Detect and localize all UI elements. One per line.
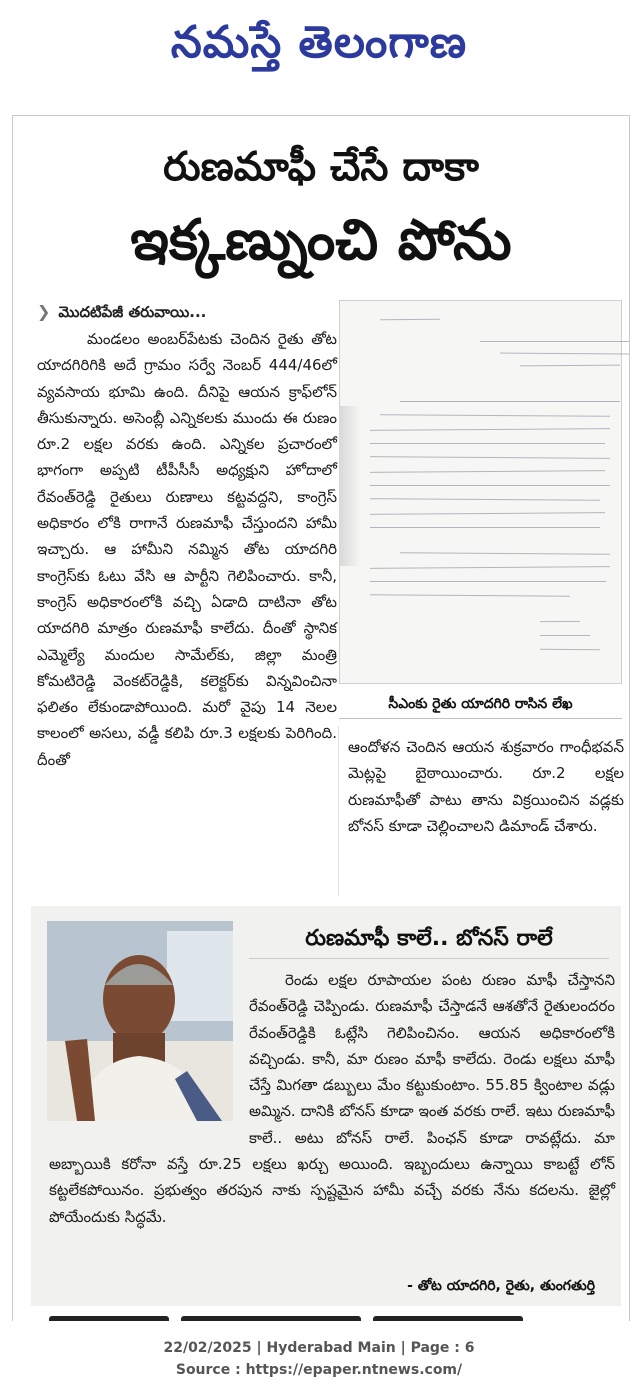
handwriting-stroke <box>370 566 610 569</box>
handwriting-stroke <box>400 552 610 554</box>
handwriting-stroke <box>540 649 600 650</box>
sidebar-heading-rule <box>249 958 609 959</box>
column-divider <box>338 726 339 896</box>
news-clipping <box>12 115 630 1321</box>
sidebar-heading: రుణమాఫీ కాలే.. బోనస్ రాలే <box>305 926 553 951</box>
sidebar-quote-body <box>49 967 615 1230</box>
handwriting-stroke <box>370 512 605 515</box>
handwriting-stroke <box>370 485 610 486</box>
article-right-column: ఆందోళన చెందిన ఆయన శుక్రవారం గాంధీభవన్ మెట్లపై బైఠాయించారు. రూ.2 లక్షల రుణమాఫీతో పాటు తాను విక్రయించిన వడ్లకు బోనస్ కూడా చెల్లించాలని డిమాండ్ చేశారు. <box>348 738 624 835</box>
handwritten-letter-photo <box>339 300 622 684</box>
handwriting-stroke <box>540 621 580 622</box>
handwriting-stroke <box>370 581 606 582</box>
quote-attribution: - తోట యాదగిరి, రైతు, తుంగతుర్తి <box>407 1278 595 1294</box>
handwriting-stroke <box>370 470 605 473</box>
cropped-next-headline <box>49 1312 609 1321</box>
edition-info: 22/02/2025 | Hyderabad Main | Page : 6 <box>163 1340 475 1356</box>
photo-hand-shadow <box>339 406 361 566</box>
handwriting-stroke <box>540 635 590 636</box>
source-link[interactable]: Source : https://epaper.ntnews.com/ <box>175 1362 463 1378</box>
continuation-kicker <box>37 302 206 325</box>
handwriting-stroke <box>370 443 605 444</box>
kicker-text: మొదటిపేజీ తరువాయి... <box>58 303 207 321</box>
handwriting-stroke <box>370 594 570 596</box>
caption-divider <box>339 718 622 719</box>
handwriting-stroke <box>370 456 610 459</box>
handwriting-stroke <box>380 414 610 417</box>
handwriting-stroke <box>500 353 630 355</box>
sidebar-quote-text: రెండు లక్షల రూపాయల పంట రుణం మాఫీ చేస్తానని రేవంత్‌రెడ్డి చెప్పిండు. రుణమాఫీ చేస్తాడనే ఆశతోనే రైతులందరం రేవంత్‌రెడ్డికి ఓట్లేసి గెలిపించినం. ఆయన అధికారంలోకి వచ్చిండు. కానీ, మా రుణం మాఫీ కాలేదు. రెండు లక్షలు మాఫీ చేస్తే మిగతా డబ్బులు మేం కట్టుకుంటాం. 55.85 క్వింటాల వడ్లు అమ్మిన. దానికి బోనస్ కూడా ఇంత వరకు రాలే. ఇటు రుణమాఫీ కాలే.. అటు బోనస్ రాలే. పింఛన్ కూడా రావట్లేదు. మా అబ్బాయికి కరోనా వస్తే రూ.25 లక్షలు ఖర్చు అయింది. ఇబ్బందులు ఉన్నాయి కాబట్టే లోన్ కట్టలేకపోయినం. ప్రభుత్వం తరపున నాకు స్పష్టమైన హామీ వచ్చే వరకు నేను కదలను. జైల్లో పోయేందుకు సిద్ధమే. <box>49 971 615 1226</box>
newspaper-masthead: నమస్తే తెలంగాణ <box>170 17 468 68</box>
handwriting-stroke <box>370 498 600 501</box>
handwriting-stroke <box>520 365 620 367</box>
handwriting-stroke <box>400 401 620 402</box>
photo-caption: సీఎంకు రైతు యాదగిరి రాసిన లేఖ <box>388 696 573 712</box>
handwriting-stroke <box>480 341 630 342</box>
handwriting-stroke <box>370 527 600 528</box>
article-left-column: మండలం అంబర్‌పేటకు చెందిన రైతు తోట యాదగిరిగికి అదే గ్రామం సర్వే నెంబర్ 444/46లో వ్యవసాయ భూమి ఉంది. దీనిపై ఆయన క్రాఫ్‌లోన్ తీసుకున్నారు. అసెంబ్లీ ఎన్నికలకు ముందు ఈ రుణం రూ.2 లక్షల వరకు ఉంది. ఎన్నికల ప్రచారంలో భాగంగా అప్పటి టీపీసీసీ అధ్యక్షుని హోదాలో రేవంత్‌రెడ్డి రైతులు రుణాలు కట్టవద్దని, కాంగ్రెస్ అధికారం లోకి రాగానే రుణమాఫీ చేస్తుందని హామీ ఇచ్చారు. ఆ హామీని నమ్మిన తోట యాదగిరి కాంగ్రెస్‌కు ఓటు వేసి ఆ పార్టీని గెలిపించారు. కానీ, కాంగ్రెస్ అధికారంలోకి వచ్చి ఏడాది దాటినా తోట యాదగిరి మాత్రం రుణమాఫీ కాలేదు. దీంతో స్థానిక ఎమ్మెల్యే మందుల సామేల్‌కు, జిల్లా మంత్రి కోమటిరెడ్డి వెంకట్‌రెడ్డికి, కలెక్టర్‌కు విన్నవించినా ఫలితం లేకుండాపోయింది. మరో వైపు 14 నెలల కాలంలో అసలు, వడ్డీ కలిపి రూ.3 లక్షలకు పెరిగింది. దీంతో <box>37 330 337 769</box>
handwriting-stroke <box>370 428 610 431</box>
headline-line-2: ఇక్కణ్నుంచి పోను <box>130 208 512 273</box>
handwriting-stroke <box>380 319 440 320</box>
chevron-right-icon: ❯ <box>37 302 51 321</box>
headline-line-1: రుణమాఫీ చేసే దాకా <box>163 144 479 190</box>
